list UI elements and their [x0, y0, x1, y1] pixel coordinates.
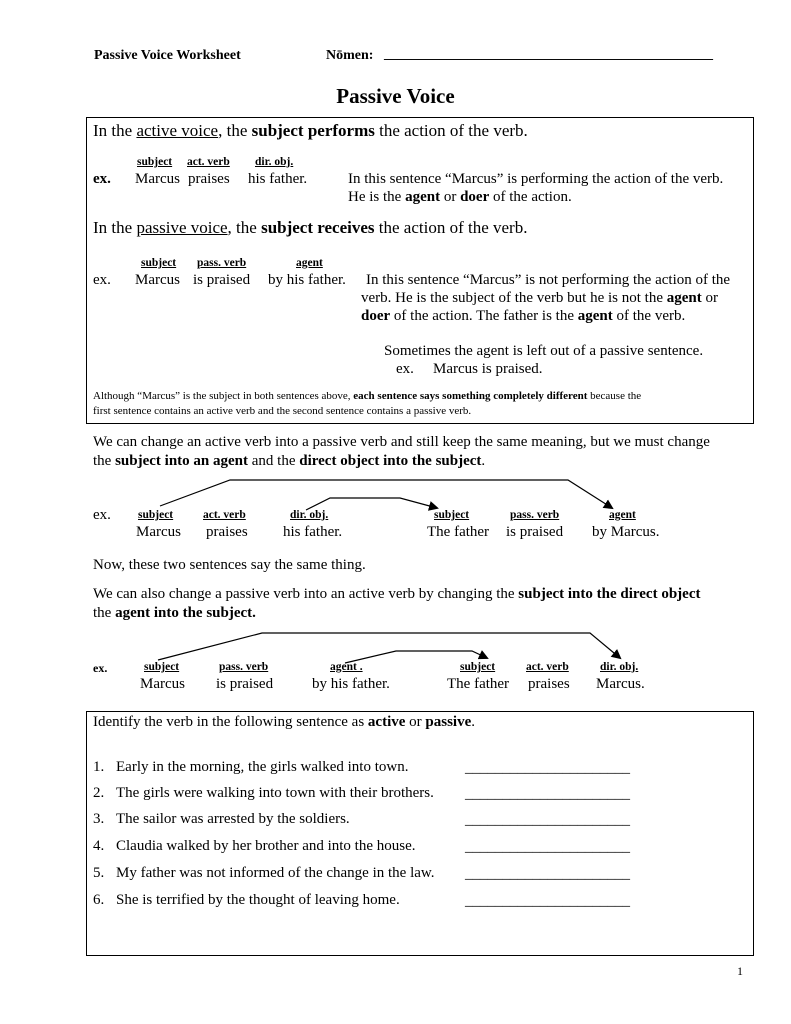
arrow-subject-to-object	[158, 633, 620, 660]
exercise-instruction: Identify the verb in the following sentence as active or passive.	[93, 714, 475, 730]
ex-label: ex.	[93, 507, 111, 523]
agent-omitted-note: Sometimes the agent is left out of a passive sentence.	[384, 343, 704, 359]
exercise-item-number: 3.	[93, 811, 105, 827]
ex1-explanation-line2: He is the agent or doer of the action.	[348, 189, 572, 205]
word-praises: praises	[188, 171, 230, 187]
exercise-item-sentence: The sailor was arrested by the soldiers.	[116, 811, 350, 827]
change-active-to-passive-line1: We can change an active verb into a passive verb and still keep the same meaning, but we must change	[93, 434, 710, 450]
label-pass-verb: pass. verb	[197, 257, 247, 269]
label-agent: agent .	[330, 661, 363, 673]
footnote-line2: first sentence contains an active verb and the second sentence contains a passive verb.	[93, 405, 472, 417]
ex1-explanation-line1: In this sentence “Marcus” is performing the action of the verb.	[348, 171, 724, 187]
label-pass-verb: pass. verb	[510, 509, 560, 521]
exercise-item-number: 1.	[93, 759, 105, 775]
word-marcus: Marcus	[136, 524, 181, 540]
label-act-verb: act. verb	[526, 661, 569, 673]
page-title: Passive Voice	[336, 84, 455, 108]
label-subject: subject	[460, 661, 496, 673]
answer-blank[interactable]: ______________________	[465, 866, 630, 882]
word-marcus: Marcus	[135, 171, 180, 187]
ex2-explanation-line3: doer of the action. The father is the agent of the verb.	[361, 308, 686, 324]
answer-blank[interactable]: ______________________	[465, 839, 630, 855]
word-his-father: his father.	[283, 524, 343, 540]
same-meaning-note: Now, these two sentences say the same thing.	[93, 557, 366, 573]
answer-blank[interactable]: ______________________	[465, 812, 630, 828]
active-voice-intro: In the active voice, the subject performs the action of the verb.	[93, 121, 528, 140]
page-number: 1	[737, 964, 743, 978]
word-by-his-father: by his father.	[268, 272, 346, 288]
answer-blank[interactable]: ______________________	[465, 760, 630, 776]
worksheet-title: Passive Voice Worksheet	[94, 48, 241, 63]
label-act-verb: act. verb	[203, 509, 246, 521]
label-dir-obj: dir. obj.	[255, 156, 294, 168]
label-pass-verb: pass. verb	[219, 661, 269, 673]
exercise-item-sentence: Claudia walked by her brother and into the house.	[116, 838, 416, 854]
label-subject: subject	[141, 257, 177, 269]
ex-label: ex.	[93, 171, 111, 187]
label-agent: agent	[296, 257, 323, 269]
label-dir-obj: dir. obj.	[290, 509, 329, 521]
exercise-item-number: 5.	[93, 865, 105, 881]
word-marcus: Marcus	[135, 272, 180, 288]
word-is-praised: is praised	[193, 272, 251, 288]
label-subject: subject	[138, 509, 174, 521]
arrow-subject-to-agent	[160, 480, 612, 508]
label-subject: subject	[137, 156, 173, 168]
word-marcus: Marcus.	[596, 676, 645, 692]
exercise-item-number: 2.	[93, 785, 105, 801]
ex-label: ex.	[396, 361, 414, 377]
word-by-marcus: by Marcus.	[592, 524, 660, 540]
answer-blank[interactable]: ______________________	[465, 786, 630, 802]
exercise-item-sentence: The girls were walking into town with their brothers.	[116, 785, 434, 801]
label-dir-obj: dir. obj.	[600, 661, 639, 673]
change-active-to-passive-line2: the subject into an agent and the direct object into the subject.	[93, 453, 486, 469]
ex-label: ex.	[93, 272, 111, 288]
word-praises: praises	[206, 524, 248, 540]
word-is-praised: is praised	[216, 676, 274, 692]
answer-blank[interactable]: ______________________	[465, 893, 630, 909]
label-act-verb: act. verb	[187, 156, 230, 168]
change-passive-to-active-line1: We can also change a passive verb into an active verb by changing the subject into the direct object	[93, 586, 701, 602]
change-passive-to-active-line2: the agent into the subject.	[93, 605, 256, 621]
label-subject: subject	[434, 509, 470, 521]
word-his-father: his father.	[248, 171, 308, 187]
name-blank[interactable]: _______________________________________________	[384, 47, 713, 62]
exercise-item-number: 6.	[93, 892, 105, 908]
word-by-his-father: by his father.	[312, 676, 390, 692]
label-agent: agent	[609, 509, 636, 521]
exercise-item-sentence: She is terrified by the thought of leaving home.	[116, 892, 400, 908]
ex-label: ex.	[93, 661, 108, 675]
ex2-explanation-line2: verb. He is the subject of the verb but he is not the agent or	[361, 290, 719, 306]
passive-voice-intro: In the passive voice, the subject receives the action of the verb.	[93, 218, 528, 237]
exercise-item-sentence: Early in the morning, the girls walked into town.	[116, 759, 409, 775]
exercise-box	[86, 711, 754, 956]
note-example: Marcus is praised.	[433, 361, 543, 377]
exercise-item-number: 4.	[93, 838, 105, 854]
word-the-father: The father	[447, 676, 510, 692]
word-marcus: Marcus	[140, 676, 185, 692]
footnote-line1: Although “Marcus” is the subject in both sentences above, each sentence says something completely different because the	[93, 390, 642, 402]
word-praises: praises	[528, 676, 570, 692]
label-subject: subject	[144, 661, 180, 673]
word-is-praised: is praised	[506, 524, 564, 540]
exercise-item-sentence: My father was not informed of the change in the law.	[116, 865, 435, 881]
name-label: Nōmen:	[326, 48, 374, 63]
ex2-explanation-line1: In this sentence “Marcus” is not performing the action of the	[366, 272, 731, 288]
word-the-father: The father	[427, 524, 490, 540]
